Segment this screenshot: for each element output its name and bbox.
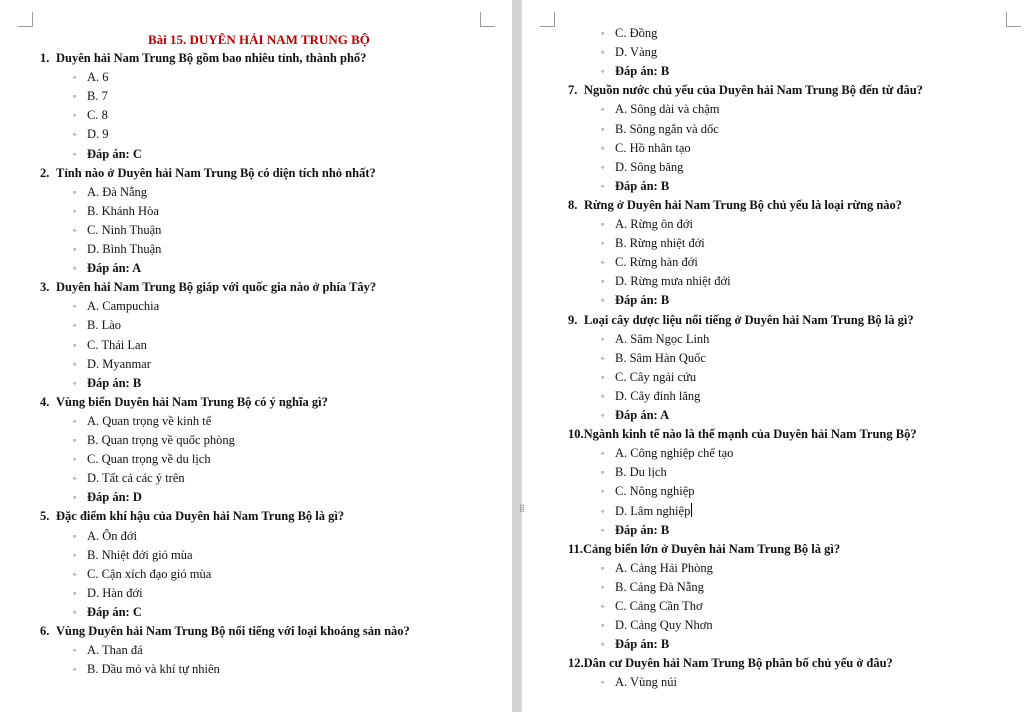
bullet-icon: ◦ xyxy=(601,371,605,382)
bullet-icon: ◦ xyxy=(601,581,605,592)
option-item xyxy=(73,469,185,488)
answer-text: Đáp án: B xyxy=(615,178,670,193)
question-number: 12. xyxy=(568,656,584,671)
bullet-icon: ◦ xyxy=(601,123,605,134)
bullet-icon: ◦ xyxy=(601,66,605,77)
bullet-icon: ◦ xyxy=(601,505,605,516)
bullet-icon: ◦ xyxy=(601,257,605,268)
answer-text: Đáp án: C xyxy=(87,146,142,161)
option-item xyxy=(601,349,706,368)
option-item xyxy=(601,578,704,597)
option-text: C. Quan trọng về du lịch xyxy=(87,452,211,467)
answer-text: Đáp án: B xyxy=(615,637,670,652)
option-item xyxy=(73,221,161,240)
option-text: B. Dầu mỏ và khí tự nhiên xyxy=(87,662,220,677)
bullet-icon: ◦ xyxy=(601,28,605,38)
option-text: B. Rừng nhiệt đới xyxy=(615,236,705,251)
option-item xyxy=(73,68,109,87)
bullet-icon: ◦ xyxy=(601,238,605,249)
option-text: B. Lào xyxy=(87,318,122,333)
option-item xyxy=(73,412,211,431)
question-number: 1. xyxy=(40,51,50,65)
answer-text: Đáp án: B xyxy=(615,522,670,537)
option-text: C. Đồng xyxy=(615,26,658,40)
bullet-icon: ◦ xyxy=(73,358,77,369)
bullet-icon: ◦ xyxy=(73,530,77,541)
question-text: Loại cây dược liệu nổi tiếng ở Duyên hải Nam Trung Bộ là gì? xyxy=(584,312,914,327)
answer-text: Đáp án: A xyxy=(615,408,670,422)
option-item xyxy=(73,316,121,335)
bullet-icon: ◦ xyxy=(73,473,77,484)
page-corner-mark xyxy=(1006,12,1021,27)
option-text: C. Rừng hàn đới xyxy=(615,255,698,270)
option-text: B. Sâm Hàn Quốc xyxy=(615,350,706,365)
question-number: 5. xyxy=(40,509,50,524)
bullet-icon: ◦ xyxy=(601,448,605,459)
option-text: A. Cảng Hải Phòng xyxy=(615,560,713,575)
option-item xyxy=(73,106,108,125)
answer-text: Đáp án: B xyxy=(615,293,670,308)
question-number: 11. xyxy=(568,541,583,556)
question-number: 10. xyxy=(568,427,584,442)
option-text: D. Cây đinh lăng xyxy=(615,388,701,403)
question-text: Nguồn nước chủ yếu của Duyên hải Nam Trung Bộ đến từ đâu? xyxy=(584,83,923,98)
question-text: Cảng biển lớn ở Duyên hải Nam Trung Bộ là gì? xyxy=(582,541,841,556)
option-item xyxy=(601,100,720,119)
option-text: D. Tất cả các ý trên xyxy=(87,471,185,486)
question-number: 7. xyxy=(568,83,578,98)
bullet-icon: ◦ xyxy=(601,524,605,535)
answer-text: Đáp án: A xyxy=(87,261,142,276)
question xyxy=(568,540,840,559)
option-text: C. 8 xyxy=(87,108,108,123)
bullet-icon: ◦ xyxy=(601,161,605,172)
bullet-icon: ◦ xyxy=(73,129,77,140)
bullet-icon: ◦ xyxy=(73,72,77,83)
bullet-icon: ◦ xyxy=(601,104,605,115)
option-text: B. Nhiệt đới gió mùa xyxy=(87,547,193,562)
option-text: D. Bình Thuận xyxy=(87,242,162,256)
answer-line xyxy=(601,635,669,654)
bullet-icon: ◦ xyxy=(73,186,77,197)
drag-handle-icon[interactable]: ⁞⁞ xyxy=(519,502,524,515)
question-text: Vùng Duyên hải Nam Trung Bộ nổi tiếng với loại khoáng sản nào? xyxy=(56,624,410,638)
question-number: 3. xyxy=(40,280,50,295)
bullet-icon: ◦ xyxy=(601,180,605,191)
bullet-icon: ◦ xyxy=(73,454,77,465)
option-item xyxy=(601,253,698,272)
option-text: C. Cận xích đạo gió mùa xyxy=(87,566,212,581)
bullet-icon: ◦ xyxy=(73,587,77,598)
option-text: D. 9 xyxy=(87,127,109,142)
answer-text: Đáp án: B xyxy=(615,64,670,79)
question xyxy=(40,49,366,68)
bullet-icon: ◦ xyxy=(601,142,605,153)
answer-line xyxy=(73,374,141,393)
answer-line xyxy=(601,521,669,540)
option-text: A. Sâm Ngọc Linh xyxy=(615,331,710,346)
bullet-icon: ◦ xyxy=(73,301,77,312)
option-item xyxy=(73,355,151,374)
answer-line xyxy=(73,488,142,507)
bullet-icon: ◦ xyxy=(73,377,77,388)
bullet-icon: ◦ xyxy=(601,486,605,497)
bullet-icon: ◦ xyxy=(73,568,77,579)
option-text: B. Quan trọng về quốc phòng xyxy=(87,433,235,447)
answer-line xyxy=(601,177,669,196)
page-corner-mark xyxy=(18,12,33,27)
option-text: C. Ninh Thuận xyxy=(87,222,162,237)
option-item xyxy=(601,368,696,387)
bullet-icon: ◦ xyxy=(73,664,77,675)
option-text: B. 7 xyxy=(87,89,108,104)
document-page-left[interactable] xyxy=(0,0,512,712)
question-text: Dân cư Duyên hải Nam Trung Bộ phân bố chủ yếu ở đâu? xyxy=(583,656,893,671)
question-number: 9. xyxy=(568,312,578,327)
option-text: C. Hồ nhân tạo xyxy=(615,140,691,155)
question xyxy=(568,425,917,444)
text-cursor xyxy=(691,503,692,517)
question-text: Duyên hải Nam Trung Bộ gồm bao nhiêu tỉnh, thành phố? xyxy=(56,51,367,65)
option-item xyxy=(73,527,137,546)
option-text: C. Thái Lan xyxy=(87,337,147,352)
bullet-icon: ◦ xyxy=(601,410,605,420)
option-text: A. Quan trọng về kinh tế xyxy=(87,413,212,428)
bullet-icon: ◦ xyxy=(73,148,77,159)
document-title: Bài 15. DUYÊN HẢI NAM TRUNG BỘ xyxy=(148,32,370,47)
bullet-icon: ◦ xyxy=(601,677,605,688)
option-item xyxy=(601,272,731,291)
option-item xyxy=(73,584,143,603)
bullet-icon: ◦ xyxy=(601,390,605,401)
option-item xyxy=(73,125,109,144)
option-text: B. Sông ngắn và dốc xyxy=(615,121,719,136)
option-item xyxy=(601,444,733,463)
question xyxy=(568,311,914,330)
question xyxy=(40,507,344,526)
option-item xyxy=(73,183,147,202)
option-text: B. Du lịch xyxy=(615,465,667,480)
question xyxy=(568,81,923,100)
option-item xyxy=(601,673,677,692)
page-corner-mark xyxy=(480,12,495,27)
option-text: D. Vàng xyxy=(615,45,658,60)
option-item xyxy=(73,450,211,469)
document-page-right[interactable] xyxy=(522,0,1035,712)
option-text: C. Cảng Cần Thơ xyxy=(615,599,703,613)
option-text: D. Sông băng xyxy=(615,159,684,174)
bullet-icon: ◦ xyxy=(73,205,77,216)
bullet-icon: ◦ xyxy=(73,645,77,656)
option-item xyxy=(73,336,147,355)
bullet-icon: ◦ xyxy=(601,352,605,363)
bullet-icon: ◦ xyxy=(601,47,605,58)
bullet-icon: ◦ xyxy=(601,639,605,650)
bullet-icon: ◦ xyxy=(601,333,605,344)
answer-text: Đáp án: C xyxy=(87,604,142,619)
question xyxy=(40,393,328,412)
question-text: Ngành kinh tế nào là thế mạnh của Duyên hải Nam Trung Bộ? xyxy=(583,427,917,442)
bullet-icon: ◦ xyxy=(73,415,77,426)
option-text: D. Hàn đới xyxy=(87,585,143,600)
option-text: A. 6 xyxy=(87,70,109,85)
option-text: A. Đà Nẵng xyxy=(87,184,148,199)
question-text: Vùng biển Duyên hải Nam Trung Bộ có ý nghĩa gì? xyxy=(56,394,328,409)
option-item xyxy=(601,158,683,177)
page-corner-mark xyxy=(540,12,555,27)
option-text: B. Khánh Hòa xyxy=(87,203,159,218)
answer-text: Đáp án: D xyxy=(87,490,142,505)
answer-line xyxy=(601,62,669,81)
answer-line xyxy=(73,603,142,622)
option-text: C. Nông nghiệp xyxy=(615,484,695,499)
option-text: A. Campuchia xyxy=(87,299,160,314)
bullet-icon: ◦ xyxy=(601,601,605,611)
bullet-icon: ◦ xyxy=(601,276,605,287)
option-item xyxy=(601,482,695,501)
option-item xyxy=(601,616,713,635)
answer-line xyxy=(73,145,142,164)
option-text: D. Rừng mưa nhiệt đới xyxy=(615,274,731,289)
option-item xyxy=(601,502,692,521)
bullet-icon: ◦ xyxy=(73,492,77,503)
question xyxy=(40,622,410,641)
option-text: A. Ôn đới xyxy=(87,528,138,543)
option-item xyxy=(73,431,235,450)
option-text: A. Vùng núi xyxy=(615,675,677,690)
option-item xyxy=(601,139,691,158)
option-text: A. Than đá xyxy=(87,643,143,658)
option-item xyxy=(73,660,220,679)
bullet-icon: ◦ xyxy=(73,110,77,121)
question-number: 4. xyxy=(40,394,50,409)
bullet-icon: ◦ xyxy=(73,435,77,445)
bullet-icon: ◦ xyxy=(601,219,605,229)
option-item xyxy=(601,215,693,234)
option-item xyxy=(601,43,657,62)
option-text: A. Rừng ôn đới xyxy=(615,217,693,231)
bullet-icon: ◦ xyxy=(73,224,77,235)
option-text: D. Lâm nghiệp xyxy=(615,503,691,518)
option-item xyxy=(601,120,719,139)
bullet-icon: ◦ xyxy=(601,562,605,573)
option-item xyxy=(73,87,108,106)
option-item xyxy=(601,463,667,482)
bullet-icon: ◦ xyxy=(601,620,605,631)
question-text: Tỉnh nào ở Duyên hải Nam Trung Bộ có diện tích nhỏ nhất? xyxy=(56,165,376,180)
answer-line xyxy=(601,291,669,310)
option-item xyxy=(73,565,211,584)
option-item xyxy=(601,387,700,406)
option-item xyxy=(601,234,705,253)
answer-line xyxy=(601,406,669,425)
question-number: 8. xyxy=(568,197,578,212)
option-text: B. Cảng Đà Nẵng xyxy=(615,579,704,594)
option-text: C. Cây ngải cứu xyxy=(615,369,697,384)
question-text: Rừng ở Duyên hải Nam Trung Bộ chủ yếu là loại rừng nào? xyxy=(584,197,903,212)
bullet-icon: ◦ xyxy=(73,320,77,331)
question xyxy=(568,196,902,215)
bullet-icon: ◦ xyxy=(601,295,605,306)
bullet-icon: ◦ xyxy=(601,467,605,478)
bullet-icon: ◦ xyxy=(73,549,77,560)
bullet-icon: ◦ xyxy=(73,244,77,254)
option-item xyxy=(73,641,143,660)
option-text: A. Công nghiệp chế tạo xyxy=(615,446,734,461)
bullet-icon: ◦ xyxy=(73,339,77,350)
bullet-icon: ◦ xyxy=(73,91,77,102)
question-text: Đặc điểm khí hậu của Duyên hải Nam Trung Bộ là gì? xyxy=(56,509,345,524)
option-item xyxy=(601,24,657,43)
question-number: 6. xyxy=(40,624,50,638)
bullet-icon: ◦ xyxy=(73,263,77,274)
question-number: 2. xyxy=(40,165,50,180)
option-item xyxy=(73,202,159,221)
option-item xyxy=(601,597,703,616)
option-item xyxy=(601,330,709,349)
answer-line xyxy=(73,259,141,278)
option-text: D. Cảng Quy Nhơn xyxy=(615,618,713,633)
question xyxy=(40,278,376,297)
option-item xyxy=(73,546,193,565)
answer-text: Đáp án: B xyxy=(87,375,142,390)
option-item xyxy=(73,240,161,259)
bullet-icon: ◦ xyxy=(73,606,77,617)
option-text: A. Sông dài và chậm xyxy=(615,102,720,117)
option-text: D. Myanmar xyxy=(87,356,151,371)
option-item xyxy=(601,559,713,578)
question xyxy=(568,654,893,673)
question xyxy=(40,164,376,183)
question-text: Duyên hải Nam Trung Bộ giáp với quốc gia nào ở phía Tây? xyxy=(56,280,377,295)
option-item xyxy=(73,297,159,316)
